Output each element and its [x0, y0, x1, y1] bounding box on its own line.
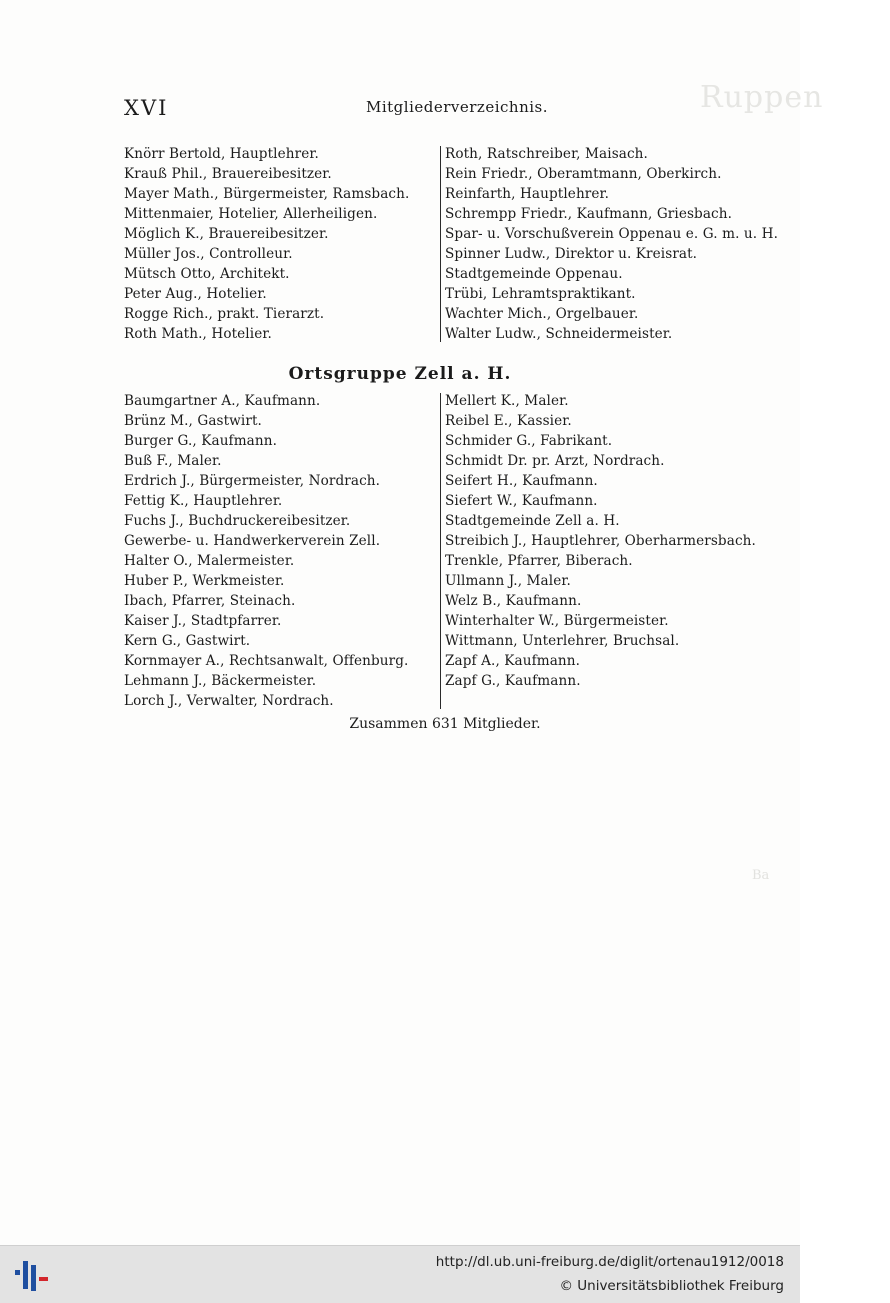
member-entry: Brünz M., Gastwirt.: [124, 413, 262, 429]
member-list-oppenau: [124, 144, 778, 344]
member-list-zell: [124, 391, 764, 711]
member-entry: Halter O., Malermeister.: [124, 553, 295, 569]
member-entry: Trübi, Lehramtspraktikant.: [445, 286, 636, 302]
source-link[interactable]: http://dl.ub.uni-freiburg.de/diglit/ortenau1912/0018: [435, 1254, 784, 1270]
member-entry: Krauß Phil., Brauereibesitzer.: [124, 166, 332, 182]
member-entry: Winterhalter W., Bürgermeister.: [445, 613, 669, 629]
member-entry: Trenkle, Pfarrer, Biberach.: [445, 553, 633, 569]
member-entry: Kern G., Gastwirt.: [124, 633, 251, 649]
running-title: Mitgliederverzeichnis.: [366, 98, 548, 116]
member-entry: Schmider G., Fabrikant.: [445, 433, 613, 449]
member-entry: Peter Aug., Hotelier.: [124, 286, 267, 302]
column-divider: [440, 393, 441, 709]
member-entry: Buß F., Maler.: [124, 453, 222, 469]
member-entry: Erdrich J., Bürgermeister, Nordrach.: [124, 473, 381, 489]
member-entry: Fettig K., Hauptlehrer.: [124, 493, 283, 509]
member-entry: Spinner Ludw., Direktor u. Kreisrat.: [445, 246, 698, 262]
member-entry: Wachter Mich., Orgelbauer.: [445, 306, 639, 322]
member-entry: Spar- u. Vorschußverein Oppenau e. G. m. u. H.: [445, 226, 778, 242]
member-entry: Stadtgemeinde Zell a. H.: [445, 513, 620, 529]
member-entry: Zapf G., Kaufmann.: [445, 673, 581, 689]
member-entry: Zapf A., Kaufmann.: [445, 653, 581, 669]
group-heading: Ortsgruppe Zell a. H.: [288, 364, 512, 384]
member-entry: Roth Math., Hotelier.: [124, 326, 272, 342]
member-entry: Müller Jos., Controlleur.: [124, 246, 293, 262]
member-entry: Mütsch Otto, Architekt.: [124, 266, 290, 282]
member-entry: Schmidt Dr. pr. Arzt, Nordrach.: [445, 453, 665, 469]
member-column-right: [445, 391, 767, 691]
member-entry: Roth, Ratschreiber, Maisach.: [445, 146, 648, 162]
member-entry: Fuchs J., Buchdruckereibesitzer.: [124, 513, 351, 529]
member-entry: Streibich J., Hauptlehrer, Oberharmersbach.: [445, 533, 756, 549]
member-entry: Möglich K., Brauereibesitzer.: [124, 226, 329, 242]
member-entry: Welz B., Kaufmann.: [445, 593, 582, 609]
member-column-right: [445, 144, 778, 344]
page-header: [124, 96, 754, 122]
member-entry: Schrempp Friedr., Kaufmann, Griesbach.: [445, 206, 733, 222]
member-column-left: [124, 391, 434, 711]
member-entry: Reinfarth, Hauptlehrer.: [445, 186, 610, 202]
member-entry: Seifert H., Kaufmann.: [445, 473, 598, 489]
member-entry: Mayer Math., Bürgermeister, Ramsbach.: [124, 186, 410, 202]
viewer-footer: [0, 1245, 800, 1303]
member-entry: Gewerbe- u. Handwerkerverein Zell.: [124, 533, 381, 549]
member-entry: Lorch J., Verwalter, Nordrach.: [124, 693, 334, 709]
member-column-left: [124, 144, 434, 344]
page-number: XVI: [124, 96, 169, 120]
member-entry: Kornmayer A., Rechtsanwalt, Offenburg.: [124, 653, 409, 669]
member-entry: Baumgartner A., Kaufmann.: [124, 393, 321, 409]
library-logo-icon: [12, 1256, 52, 1294]
member-entry: Huber P., Werkmeister.: [124, 573, 285, 589]
member-entry: Kaiser J., Stadtpfarrer.: [124, 613, 282, 629]
member-entry: Rogge Rich., prakt. Tierarzt.: [124, 306, 325, 322]
member-entry: Rein Friedr., Oberamtmann, Oberkirch.: [445, 166, 722, 182]
member-entry: Mittenmaier, Hotelier, Allerheiligen.: [124, 206, 378, 222]
member-entry: Ibach, Pfarrer, Steinach.: [124, 593, 296, 609]
copyright-notice: © Universitätsbibliothek Freiburg: [559, 1278, 784, 1294]
member-entry: Stadtgemeinde Oppenau.: [445, 266, 623, 282]
member-total: Zusammen 631 Mitglieder.: [349, 716, 541, 732]
member-entry: Lehmann J., Bäckermeister.: [124, 673, 317, 689]
member-entry: Wittmann, Unterlehrer, Bruchsal.: [445, 633, 680, 649]
bleed-through-text: Ruppen: [700, 80, 824, 115]
member-entry: Burger G., Kaufmann.: [124, 433, 278, 449]
bleed-through-text-small: Ba: [752, 868, 770, 883]
member-entry: Knörr Bertold, Hauptlehrer.: [124, 146, 319, 162]
member-entry: Reibel E., Kassier.: [445, 413, 572, 429]
member-entry: Ullmann J., Maler.: [445, 573, 571, 589]
member-entry: Mellert K., Maler.: [445, 393, 569, 409]
member-entry: Siefert W., Kaufmann.: [445, 493, 598, 509]
column-divider: [440, 146, 441, 342]
member-entry: Walter Ludw., Schneidermeister.: [445, 326, 673, 342]
